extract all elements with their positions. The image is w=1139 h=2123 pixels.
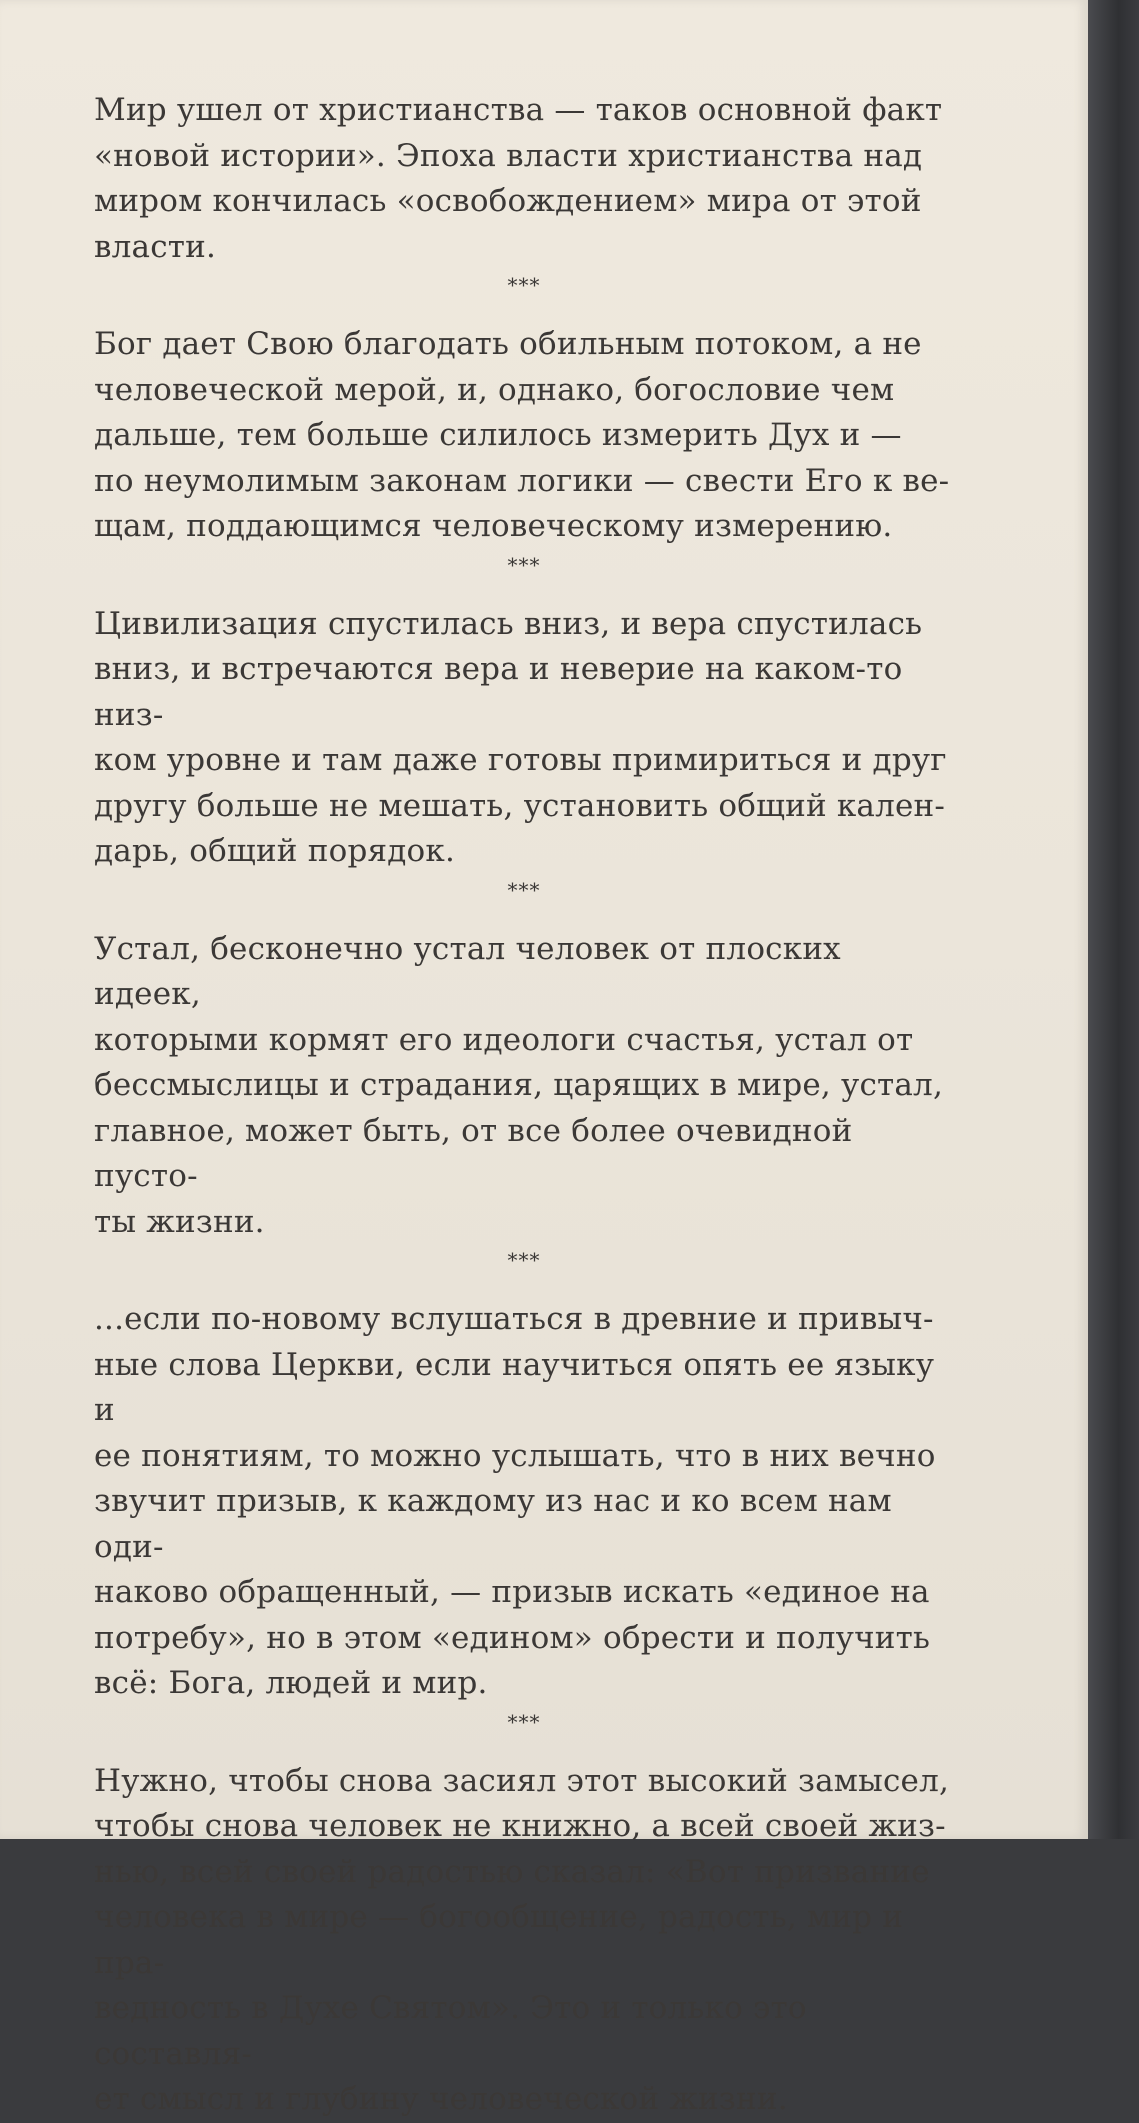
section-separator: *** — [507, 273, 541, 297]
paragraph-5: ...если по-новому вслушаться в древние и привыч- ные слова Церкви, если научиться опять ее языку и ее понятиям, то можно услышать, что в них вечно звучит призыв, к каждому из нас и ко всем нам оди- наково обращенный, — призыв искать «единое на потребу», но в этом «едином» обрести и получить всё: Бога, людей и мир. — [94, 1301, 936, 1701]
page-text — [94, 88, 954, 2123]
section-separator: *** — [507, 877, 541, 902]
paragraph-6: Нужно, чтобы снова засиял этот высокий замысел, чтобы снова человек не книжно, а всей своей жиз- нью, всей своей радостью сказал: «Вот призвание человека в мире — богообщение, радость, мир и пра- ведность в Духе Святом». Это и только это составля- ет смысл и глубину человеческой жизни. — [94, 1762, 950, 2117]
section-separator: *** — [507, 552, 541, 577]
paragraph-2: Бог дает Свою благодать обильным потоком, а не человеческой мерой, и, однако, богословие чем дальше, тем больше силилось измерить Дух и — по неумолимым законам логики — свести Его к ве- щам, поддающимся человеческому измерению. — [94, 326, 950, 544]
section-separator: *** — [507, 1709, 541, 1734]
paragraph-4: Устал, бесконечно устал человек от плоских идеек, которыми кормят его идеологи счастья, устал от бессмыслицы и страдания, царящих в мире, устал, главное, может быть, от все более очевидной пусто- ты жизни. — [94, 930, 944, 1240]
book-spine-background — [1088, 0, 1139, 1839]
paragraph-3: Цивилизация спустилась вниз, и вера спустилась вниз, и встречаются вера и неверие на каком-то низ- ком уровне и там даже готовы примириться и друг другу больше не мешать, установить общий кален- дарь, общий порядок. — [94, 605, 947, 869]
paragraph-1: Мир ушел от христианства — таков основной факт «новой истории». Эпоха власти христианства над миром кончилась «освобождением» мира от этой власти. — [94, 92, 943, 265]
section-separator: *** — [507, 1248, 541, 1272]
